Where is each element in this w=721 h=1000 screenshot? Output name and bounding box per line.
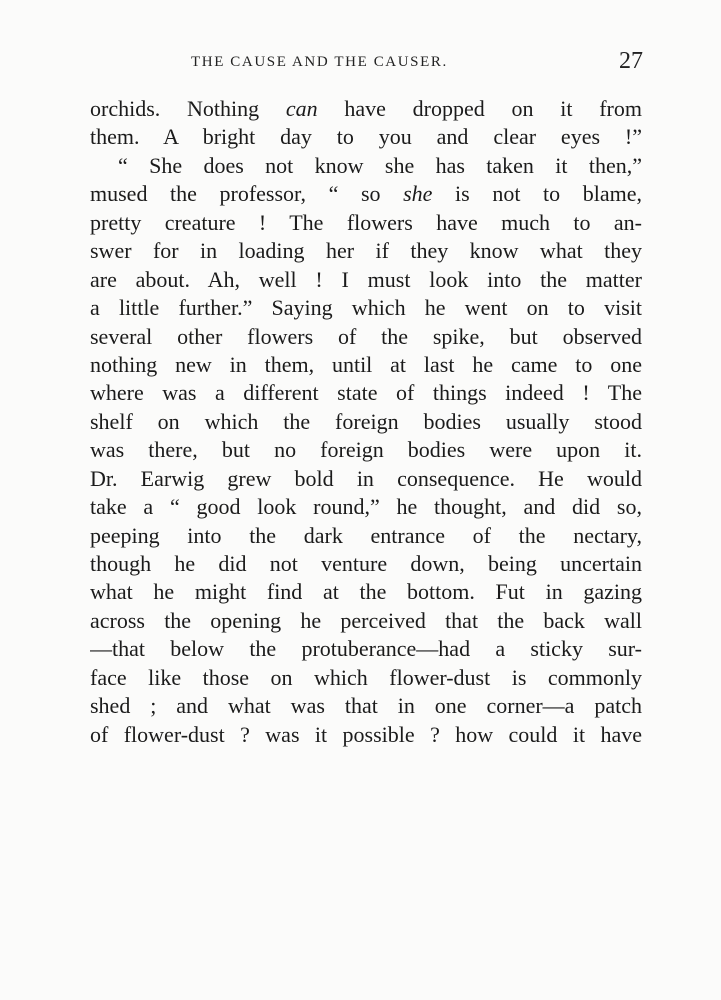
text-line: peeping into the dark entrance of the nectary,	[90, 522, 642, 548]
running-title: THE CAUSE AND THE CAUSER.	[191, 54, 448, 70]
paragraph-start-line: “ She does not know she has taken it then,”	[118, 152, 642, 178]
text-line: them. A bright day to you and clear eyes !”	[90, 124, 642, 150]
text-line: mused the professor, “ so she is not to blame,	[90, 181, 642, 207]
text-line: pretty creature ! The flowers have much to an-	[90, 209, 642, 235]
text-line: nothing new in them, until at last he came to one	[90, 351, 642, 377]
running-head	[88, 48, 643, 82]
text-line: are about. Ah, well ! I must look into the matter	[90, 266, 642, 292]
text-line: —that below the protuberance—had a sticky sur-	[90, 636, 642, 662]
text-line: face like those on which flower-dust is commonly	[90, 664, 642, 690]
text-line: though he did not venture down, being uncertain	[90, 551, 642, 576]
text-line: orchids. Nothing can have dropped on it from	[90, 96, 642, 121]
text-line: what he might find at the bottom. Fut in gazing	[90, 579, 642, 605]
text-line: where was a different state of things indeed ! The	[90, 380, 642, 406]
text-line: Dr. Earwig grew bold in consequence. He would	[90, 465, 642, 491]
text-line: take a “ good look round,” he thought, and did so,	[90, 494, 642, 520]
text-line: a little further.” Saying which he went on to visit	[90, 295, 642, 321]
page-number: 27	[619, 48, 643, 74]
text-line: shelf on which the foreign bodies usually stood	[90, 408, 642, 434]
body-text	[90, 95, 642, 749]
text-line: of flower-dust ? was it possible ? how could it have	[90, 721, 642, 747]
text-line: shed ; and what was that in one corner—a patch	[90, 693, 642, 719]
text-line: several other flowers of the spike, but observed	[90, 323, 642, 349]
text-line: swer for in loading her if they know what they	[90, 238, 642, 264]
text-line: across the opening he perceived that the back wall	[90, 607, 642, 633]
text-line: was there, but no foreign bodies were upon it.	[90, 437, 642, 463]
